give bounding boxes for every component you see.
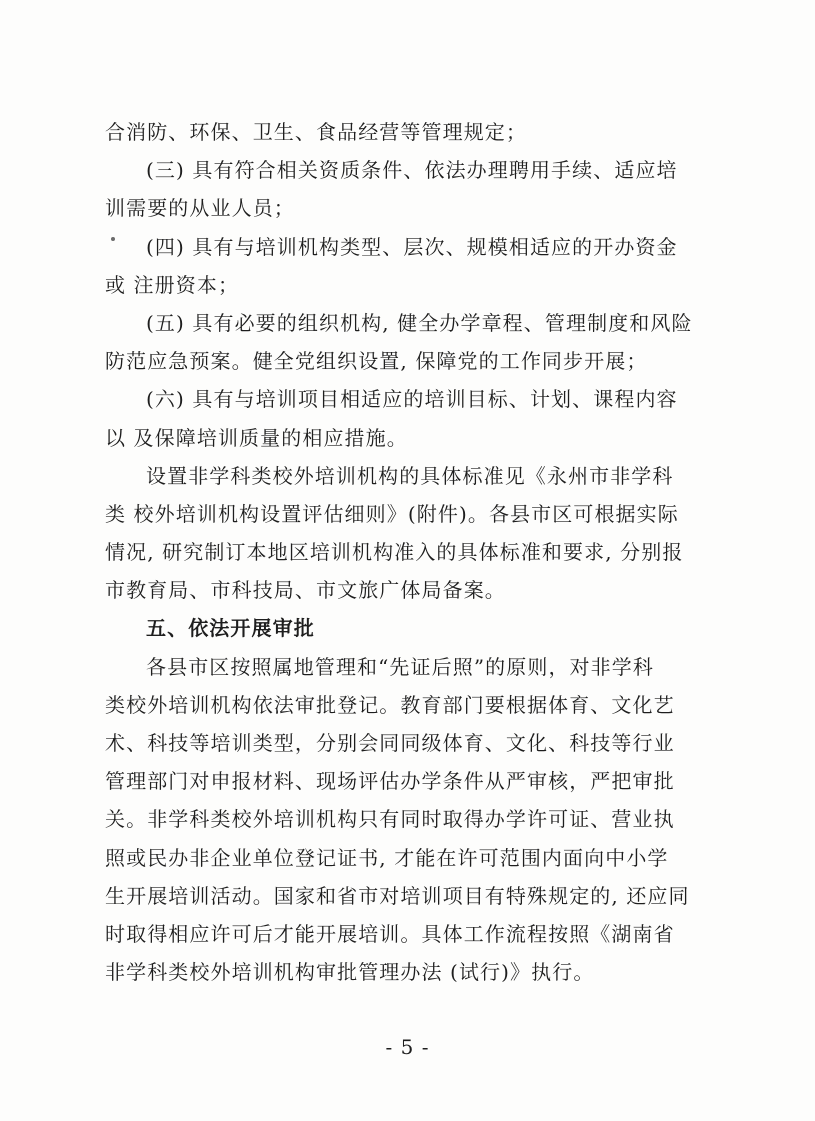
text-line: 情况, 研究制订本地区培训机构准入的具体标准和要求, 分别报 (105, 540, 684, 565)
text-line: (六) 具有与培训项目相适应的培训目标、计划、课程内容 (146, 387, 678, 412)
text-line: 管理部门对申报材料、现场评估办学条件从严审核，严把审批 (105, 769, 675, 794)
text-line: 类校外培训机构依法审批登记。教育部门要根据体育、文化艺 (105, 692, 675, 717)
text-line: 时取得相应许可后才能开展培训。具体工作流程按照《湖南省 (105, 921, 675, 946)
text-line: 各县市区按照属地管理和“先证后照”的原则，对非学科 (146, 654, 654, 679)
text-line: (五) 具有必要的组织机构, 健全办学章程、管理制度和风险 (146, 310, 693, 335)
text-line: 设置非学科类校外培训机构的具体标准见《永州市非学科 (146, 463, 674, 488)
text-line: 术、科技等培训类型，分别会同同级体育、文化、科技等行业 (105, 731, 675, 755)
page-number: - 5 - (385, 1035, 430, 1059)
section-heading: 五、依法开展审批 (146, 616, 315, 641)
text-line: 市教育局、市科技局、市文旅广体局备案。 (105, 578, 506, 603)
text-line: 非学科类校外培训机构审批管理办法 (试行)》执行。 (105, 960, 595, 985)
text-line: (三) 具有符合相关资质条件、依法办理聘用手续、适应培 (146, 158, 678, 183)
text-line: 生开展培训活动。国家和省市对培训项目有特殊规定的, 还应同 (105, 883, 690, 908)
text-line: 关。非学科类校外培训机构只有同时取得办学许可证、营业执 (105, 807, 675, 832)
text-line: 以 及保障培训质量的相应措施。 (105, 425, 408, 450)
text-line: 或 注册资本； (105, 272, 240, 297)
text-line: 训需要的从业人员； (105, 196, 295, 221)
text-line: (四) 具有与培训机构类型、层次、规模相适应的开办资金 (146, 234, 678, 259)
text-line: 防范应急预案。健全党组织设置, 保障党的工作同步开展； (105, 349, 648, 374)
text-line: 类 校外培训机构设置评估细则》(附件)。各县市区可根据实际 (105, 501, 679, 526)
text-line: 合消防、环保、卫生、食品经营等管理规定； (105, 120, 527, 144)
text-line: 照或民办非企业单位登记证书, 才能在许可范围内面向中小学 (105, 845, 669, 870)
document-body (105, 113, 695, 991)
